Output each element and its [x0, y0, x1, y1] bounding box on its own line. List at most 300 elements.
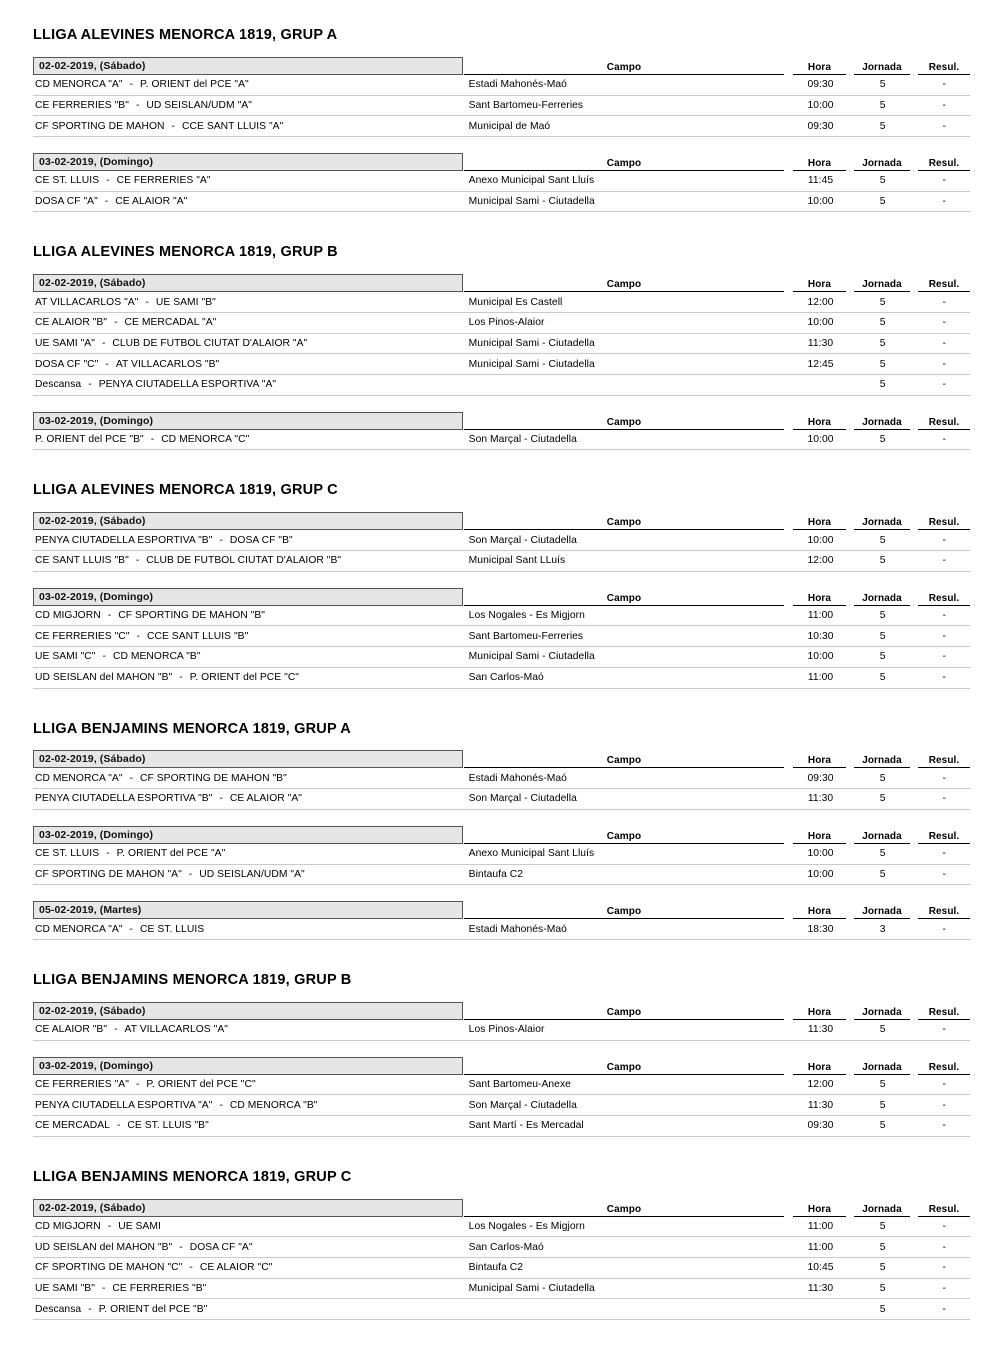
- versus-separator: -: [150, 434, 155, 446]
- column-header-campo: Campo: [464, 831, 784, 844]
- date-label: 02-02-2019, (Sábado): [33, 1002, 463, 1020]
- day-header: [33, 824, 970, 844]
- home-team: PENYA CIUTADELLA ESPORTIVA "B": [35, 793, 213, 805]
- match-field: Anexo Municipal Sant Lluís: [468, 175, 595, 187]
- match-result: -: [942, 296, 946, 308]
- match-result: -: [942, 1220, 946, 1232]
- match-round: 5: [879, 120, 886, 132]
- away-team: CD MENORCA "B": [112, 651, 201, 663]
- home-team: UE SAMI "B": [35, 1282, 95, 1294]
- match-teams: [33, 672, 467, 683]
- match-round: 5: [879, 1262, 886, 1274]
- match-round: 5: [879, 1024, 886, 1036]
- column-header-hora: Hora: [793, 831, 846, 844]
- versus-separator: -: [114, 317, 118, 329]
- match-teams: [33, 651, 467, 662]
- column-header-resul: Resul.: [918, 1204, 970, 1217]
- column-headers: [464, 279, 970, 292]
- match-teams: [33, 338, 467, 349]
- match-round: 5: [879, 175, 886, 187]
- column-headers: [464, 1062, 970, 1075]
- match-result: -: [942, 379, 946, 391]
- match-result: -: [942, 1120, 946, 1132]
- home-team: CD MENORCA "A": [35, 923, 123, 935]
- match-result: -: [942, 1282, 946, 1294]
- match-time: 11:00: [807, 1241, 834, 1253]
- column-header-resul: Resul.: [918, 517, 970, 530]
- away-team: P. ORIENT del PCE "B": [98, 1303, 208, 1315]
- column-header-resul: Resul.: [918, 831, 970, 844]
- home-team: CD MIGJORN: [35, 1220, 101, 1232]
- home-team: UD SEISLAN del MAHON "B": [35, 1241, 173, 1253]
- match-round: 5: [879, 672, 886, 684]
- home-team: Descansa: [35, 379, 82, 391]
- away-team: CE FERRERIES "B": [112, 1282, 207, 1294]
- match-result: -: [942, 651, 946, 663]
- match-time: 11:00: [807, 1220, 834, 1232]
- match-teams: [33, 869, 467, 880]
- match-time: 10:30: [807, 630, 834, 642]
- match-teams: [33, 631, 467, 642]
- column-header-campo: Campo: [464, 755, 784, 768]
- versus-separator: -: [129, 79, 134, 91]
- match-round: 5: [879, 610, 886, 622]
- home-team: CE ST. LLUIS: [35, 848, 100, 860]
- column-headers: [464, 906, 970, 919]
- column-header-campo: Campo: [464, 279, 784, 292]
- day-group: [33, 824, 970, 885]
- match-round: 5: [879, 379, 886, 391]
- match-round: 5: [879, 296, 886, 308]
- match-time: 10:00: [807, 868, 834, 880]
- column-header-jornada: Jornada: [854, 62, 910, 75]
- match-time: 10:00: [807, 317, 834, 329]
- match-result: -: [942, 79, 946, 91]
- versus-separator: -: [135, 555, 140, 567]
- match-field: Los Pinos-Alaior: [468, 317, 545, 329]
- match-field: Los Nogales - Es Migjorn: [468, 1220, 585, 1232]
- match-teams: [33, 555, 467, 566]
- match-row: [33, 1279, 970, 1300]
- versus-separator: -: [189, 1262, 193, 1274]
- match-result: -: [942, 868, 946, 880]
- column-header-resul: Resul.: [918, 906, 970, 919]
- match-result: -: [942, 630, 946, 642]
- match-time: 11:45: [807, 175, 834, 187]
- match-field: Municipal Es Castell: [468, 296, 563, 308]
- column-header-hora: Hora: [793, 1007, 846, 1020]
- match-teams: [33, 317, 467, 328]
- match-teams: [33, 175, 467, 186]
- match-row: [33, 430, 970, 451]
- match-field: Son Marçal - Ciutadella: [468, 534, 577, 546]
- match-time: 09:30: [807, 120, 834, 132]
- match-result: -: [942, 1024, 946, 1036]
- match-result: -: [942, 338, 946, 350]
- home-team: CE SANT LLUIS "B": [35, 555, 129, 567]
- league-section: [0, 226, 1000, 450]
- column-header-jornada: Jornada: [854, 1007, 910, 1020]
- home-team: UE SAMI "A": [35, 338, 95, 350]
- day-group: [33, 510, 970, 571]
- match-result: -: [942, 610, 946, 622]
- column-headers: [464, 1007, 970, 1020]
- versus-separator: -: [105, 358, 109, 370]
- away-team: UE SAMI "B": [155, 296, 216, 308]
- match-round: 5: [879, 317, 886, 329]
- column-header-resul: Resul.: [918, 1007, 970, 1020]
- match-row: [33, 530, 970, 551]
- match-row: [33, 768, 970, 789]
- match-time: 11:30: [807, 793, 834, 805]
- column-header-campo: Campo: [464, 417, 784, 430]
- versus-separator: -: [114, 1024, 118, 1036]
- day-header: [33, 1000, 970, 1020]
- league-title: LLIGA ALEVINES MENORCA 1819, GRUP A: [33, 27, 338, 43]
- away-team: UD SEISLAN/UDM "A": [199, 868, 305, 880]
- away-team: CF SPORTING DE MAHON "B": [118, 610, 265, 622]
- match-teams: [33, 379, 467, 390]
- match-time: 12:00: [807, 1078, 834, 1090]
- match-time: 12:45: [807, 358, 834, 370]
- match-row: [33, 1299, 970, 1320]
- home-team: UD SEISLAN del MAHON "B": [35, 672, 173, 684]
- column-header-resul: Resul.: [918, 158, 970, 171]
- match-result: -: [942, 317, 946, 329]
- column-header-campo: Campo: [464, 62, 784, 75]
- date-label: 03-02-2019, (Domingo): [33, 412, 463, 430]
- home-team: CE ST. LLUIS: [35, 175, 100, 187]
- match-field: Municipal Sami - Ciutadella: [468, 651, 595, 663]
- away-team: UE SAMI: [118, 1220, 161, 1232]
- away-team: CE ST. LLUIS: [140, 923, 205, 935]
- match-field: Municipal Sami - Ciutadella: [468, 196, 595, 208]
- match-teams: [33, 924, 467, 935]
- column-header-campo: Campo: [464, 517, 784, 530]
- versus-separator: -: [101, 338, 106, 350]
- column-headers: [464, 517, 970, 530]
- date-label: 03-02-2019, (Domingo): [33, 588, 463, 606]
- match-teams: [33, 1304, 467, 1315]
- match-row: [33, 844, 970, 865]
- away-team: CF SPORTING DE MAHON "B": [140, 772, 287, 784]
- match-row: [33, 116, 970, 137]
- match-field: Municipal Sant LLuís: [468, 555, 566, 567]
- match-teams: [33, 1283, 467, 1294]
- match-row: [33, 865, 970, 886]
- league-title: LLIGA ALEVINES MENORCA 1819, GRUP B: [33, 244, 338, 261]
- match-field: Municipal Sami - Ciutadella: [468, 358, 595, 370]
- match-result: -: [942, 120, 946, 132]
- match-row: [33, 919, 970, 940]
- match-field: Son Marçal - Ciutadella: [468, 434, 577, 446]
- match-result: -: [942, 772, 946, 784]
- away-team: DOSA CF "B": [229, 534, 293, 546]
- column-header-hora: Hora: [793, 1204, 846, 1217]
- home-team: CE FERRERIES "C": [35, 630, 130, 642]
- away-team: CCE SANT LLUIS "B": [147, 630, 249, 642]
- column-header-campo: Campo: [464, 593, 784, 606]
- match-time: 12:00: [807, 555, 834, 567]
- versus-separator: -: [107, 1220, 112, 1232]
- match-row: [33, 1075, 970, 1096]
- match-time: 10:00: [807, 434, 834, 446]
- league-section: [0, 954, 1000, 1137]
- day-header: [33, 899, 970, 919]
- column-header-hora: Hora: [793, 593, 846, 606]
- away-team: P. ORIENT del PCE "A": [116, 848, 226, 860]
- versus-separator: -: [179, 672, 183, 684]
- column-header-campo: Campo: [464, 906, 784, 919]
- match-row: [33, 334, 970, 355]
- home-team: CF SPORTING DE MAHON: [35, 120, 165, 132]
- column-header-resul: Resul.: [918, 62, 970, 75]
- match-round: 5: [879, 848, 886, 860]
- match-time: 10:00: [807, 196, 834, 208]
- column-header-campo: Campo: [464, 1062, 784, 1075]
- column-header-resul: Resul.: [918, 1062, 970, 1075]
- away-team: P. ORIENT del PCE "C": [146, 1078, 256, 1090]
- versus-separator: -: [145, 296, 149, 308]
- home-team: CD MENORCA "A": [35, 772, 123, 784]
- match-round: 5: [879, 434, 886, 446]
- match-result: -: [942, 555, 946, 567]
- column-header-hora: Hora: [793, 158, 846, 171]
- away-team: CLUB DE FUTBOL CIUTAT D'ALAIOR "A": [112, 338, 308, 350]
- match-time: 11:30: [807, 338, 834, 350]
- league-title: LLIGA BENJAMINS MENORCA 1819, GRUP A: [33, 720, 351, 737]
- match-teams: [33, 773, 467, 784]
- home-team: PENYA CIUTADELLA ESPORTIVA "A": [35, 1099, 213, 1111]
- match-time: 10:00: [807, 99, 834, 111]
- match-time: 12:00: [807, 296, 834, 308]
- match-result: -: [942, 196, 946, 208]
- day-group: [33, 586, 970, 689]
- match-row: [33, 192, 970, 213]
- versus-separator: -: [106, 848, 110, 860]
- away-team: CE ALAIOR "C": [199, 1262, 273, 1274]
- day-header: [33, 586, 970, 606]
- away-team: CCE SANT LLUIS "A": [182, 120, 284, 132]
- home-team: Descansa: [35, 1303, 82, 1315]
- match-field: Municipal Sami - Ciutadella: [468, 1282, 595, 1294]
- date-label: 03-02-2019, (Domingo): [33, 826, 463, 844]
- match-field: Municipal de Maó: [468, 120, 551, 132]
- match-row: [33, 647, 970, 668]
- match-result: -: [942, 1303, 946, 1315]
- match-teams: [33, 1221, 467, 1232]
- match-field: San Carlos-Maó: [468, 1241, 544, 1253]
- match-result: -: [942, 358, 946, 370]
- match-result: -: [942, 1078, 946, 1090]
- home-team: UE SAMI "C": [35, 651, 96, 663]
- day-group: [33, 272, 970, 395]
- column-header-resul: Resul.: [918, 755, 970, 768]
- away-team: CD MENORCA "C": [161, 434, 250, 446]
- column-headers: [464, 593, 970, 606]
- match-time: 09:30: [807, 79, 834, 91]
- match-field: Estadi Mahonés-Maó: [468, 79, 567, 91]
- match-field: Bintaufa C2: [468, 868, 524, 880]
- column-header-resul: Resul.: [918, 279, 970, 292]
- day-header: [33, 55, 970, 75]
- column-header-jornada: Jornada: [854, 158, 910, 171]
- home-team: CE MERCADAL: [35, 1120, 110, 1132]
- match-round: 5: [879, 630, 886, 642]
- match-round: 5: [879, 772, 886, 784]
- versus-separator: -: [135, 1078, 140, 1090]
- match-field: Sant Bartomeu-Ferreries: [468, 99, 584, 111]
- match-field: Son Marçal - Ciutadella: [468, 1099, 577, 1111]
- column-headers: [464, 417, 970, 430]
- match-teams: [33, 1242, 467, 1253]
- match-row: [33, 1217, 970, 1238]
- home-team: AT VILLACARLOS "A": [35, 296, 139, 308]
- match-round: 5: [879, 1241, 886, 1253]
- league-section: [0, 464, 1000, 688]
- day-group: [33, 899, 970, 940]
- away-team: CE ALAIOR "A": [115, 196, 188, 208]
- home-team: DOSA CF "C": [35, 358, 99, 370]
- column-headers: [464, 831, 970, 844]
- match-time: 11:00: [807, 610, 834, 622]
- match-teams: [33, 1024, 467, 1035]
- match-teams: [33, 79, 467, 90]
- away-team: CLUB DE FUTBOL CIUTAT D'ALAIOR "B": [146, 555, 342, 567]
- match-time: 10:00: [807, 651, 834, 663]
- league-title: LLIGA BENJAMINS MENORCA 1819, GRUP C: [33, 1168, 352, 1185]
- match-time: 11:00: [807, 672, 834, 684]
- match-field: Sant Bartomeu-Anexe: [468, 1078, 571, 1090]
- match-round: 5: [879, 99, 886, 111]
- day-header: [33, 1197, 970, 1217]
- match-round: 5: [879, 358, 886, 370]
- match-row: [33, 626, 970, 647]
- home-team: P. ORIENT del PCE "B": [35, 434, 144, 446]
- match-time: 11:30: [807, 1024, 834, 1036]
- match-field: San Carlos-Maó: [468, 672, 544, 684]
- league-section: [0, 0, 1000, 212]
- versus-separator: -: [179, 1241, 183, 1253]
- away-team: PENYA CIUTADELLA ESPORTIVA "A": [98, 379, 277, 391]
- column-headers: [464, 1204, 970, 1217]
- column-header-jornada: Jornada: [854, 517, 910, 530]
- versus-separator: -: [116, 1120, 121, 1132]
- day-group: [33, 1055, 970, 1137]
- column-header-jornada: Jornada: [854, 417, 910, 430]
- date-label: 02-02-2019, (Sábado): [33, 512, 463, 530]
- match-round: 5: [879, 1099, 886, 1111]
- away-team: CE ST. LLUIS "B": [127, 1120, 209, 1132]
- match-field: Bintaufa C2: [468, 1262, 524, 1274]
- versus-separator: -: [188, 868, 193, 880]
- date-label: 03-02-2019, (Domingo): [33, 153, 463, 171]
- versus-separator: -: [104, 196, 109, 208]
- date-label: 02-02-2019, (Sábado): [33, 750, 463, 768]
- match-row: [33, 375, 970, 396]
- match-round: 5: [879, 555, 886, 567]
- match-result: -: [942, 923, 946, 935]
- column-header-jornada: Jornada: [854, 1062, 910, 1075]
- match-teams: [33, 434, 467, 445]
- home-team: CE ALAIOR "B": [35, 317, 108, 329]
- match-teams: [33, 793, 467, 804]
- match-round: 5: [879, 1078, 886, 1090]
- match-result: -: [942, 99, 946, 111]
- away-team: CE ALAIOR "A": [229, 793, 302, 805]
- column-header-jornada: Jornada: [854, 593, 910, 606]
- match-row: [33, 1095, 970, 1116]
- match-round: 5: [879, 1120, 886, 1132]
- match-round: 5: [879, 338, 886, 350]
- match-teams: [33, 1262, 467, 1273]
- match-row: [33, 313, 970, 334]
- column-header-campo: Campo: [464, 158, 784, 171]
- match-teams: [33, 196, 467, 207]
- match-field: Los Nogales - Es Migjorn: [468, 610, 585, 622]
- match-time: 10:00: [807, 848, 834, 860]
- match-time: 10:00: [807, 534, 834, 546]
- away-team: P. ORIENT del PCE "C": [189, 672, 300, 684]
- league-title: LLIGA ALEVINES MENORCA 1819, GRUP C: [33, 482, 338, 499]
- away-team: UD SEISLAN/UDM "A": [146, 99, 252, 111]
- column-header-hora: Hora: [793, 517, 846, 530]
- home-team: CD MENORCA "A": [35, 79, 123, 91]
- match-result: -: [942, 672, 946, 684]
- versus-separator: -: [107, 610, 112, 622]
- home-team: CF SPORTING DE MAHON "A": [35, 868, 182, 880]
- date-label: 05-02-2019, (Martes): [33, 901, 463, 919]
- match-round: 5: [879, 534, 886, 546]
- away-team: DOSA CF "A": [189, 1241, 253, 1253]
- match-field: Los Pinos-Alaior: [468, 1024, 545, 1036]
- date-label: 03-02-2019, (Domingo): [33, 1057, 463, 1075]
- home-team: PENYA CIUTADELLA ESPORTIVA "B": [35, 534, 213, 546]
- day-header: [33, 1055, 970, 1075]
- versus-separator: -: [135, 99, 140, 111]
- column-header-hora: Hora: [793, 417, 846, 430]
- match-row: [33, 171, 970, 192]
- match-time: 11:30: [807, 1099, 834, 1111]
- day-group: [33, 55, 970, 137]
- day-header: [33, 410, 970, 430]
- match-field: Sant Bartomeu-Ferreries: [468, 630, 584, 642]
- match-teams: [33, 121, 467, 132]
- match-field: Estadi Mahonés-Maó: [468, 772, 567, 784]
- day-group: [33, 151, 970, 212]
- versus-separator: -: [129, 772, 134, 784]
- day-header: [33, 151, 970, 171]
- match-row: [33, 1020, 970, 1041]
- match-row: [33, 1258, 970, 1279]
- league-section: [0, 1151, 1000, 1320]
- match-result: -: [942, 1099, 946, 1111]
- away-team: AT VILLACARLOS "A": [124, 1024, 228, 1036]
- match-result: -: [942, 175, 946, 187]
- match-teams: [33, 1100, 467, 1111]
- versus-separator: -: [136, 630, 140, 642]
- away-team: CE MERCADAL "A": [124, 317, 217, 329]
- match-result: -: [942, 1262, 946, 1274]
- column-header-campo: Campo: [464, 1204, 784, 1217]
- match-row: [33, 96, 970, 117]
- match-teams: [33, 1120, 467, 1131]
- away-team: P. ORIENT del PCE "A": [140, 79, 249, 91]
- match-time: 18:30: [807, 923, 834, 935]
- home-team: DOSA CF "A": [35, 196, 98, 208]
- versus-separator: -: [219, 534, 223, 546]
- column-header-campo: Campo: [464, 1007, 784, 1020]
